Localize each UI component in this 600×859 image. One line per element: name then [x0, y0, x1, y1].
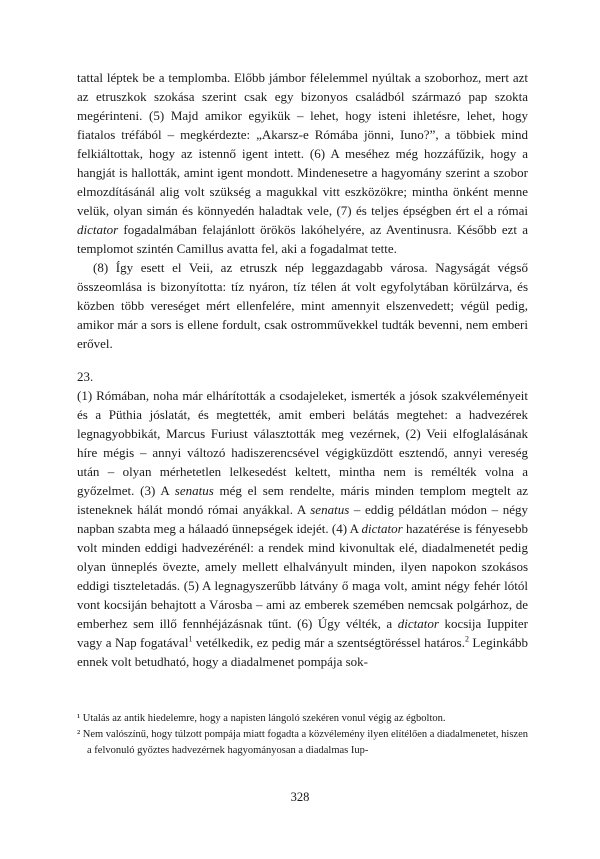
footnote-ref-1[interactable]: 1 — [188, 634, 193, 644]
footnotes — [77, 711, 528, 759]
page-number: 328 — [290, 790, 310, 804]
footnote-2: ² Nem valószínű, hogy túlzott pompája miatt fogadta a közvélemény ilyen elítélően a diadalmenetet, hiszen a felvonuló győztes hadvezérnek hagyományosan a diadalmas Iup- — [77, 729, 529, 756]
section-heading: 23. — [77, 369, 94, 384]
main-text — [77, 68, 528, 671]
footnote-1: ¹ Utalás az antik hiedelemre, hogy a napisten lángoló szekéren vonul végig az égbolton. — [77, 713, 446, 724]
paragraph-3: (1) Rómában, noha már elhárították a csodajeleket, ismerték a jósok szakvéleményeit és a Püthia jóslatát, és megtették, amit emberi belátás megtehet: a hadvezérek legnagyobbikát, Marcus Furiust választották meg vezérnek, (2) Veii elfoglalásának híre mégis – annyi változó hadiszerencsével végigküzdött esztendő, annyi vereség után – olyan mérhetetlen lelkesedést keltett, mintha nem is remélték volna a győzelmet. (3) A senatus még el sem rendelte, máris minden templom megtelt az isteneknek hálát mondó római anyákkal. A senatus – eddig példátlan módon – négy napban szabta meg a hálaadó ünnepségek idejét. (4) A dictator hazatérése is fényesebb volt minden eddigi hadvezérénél: a rendek mind kivonultak elé, diadalmenetét pedig olyan ünneplés övezte, amely mellett elhalványult minden, ilyen napokon szokásos eddigi tiszteletadás. (5) A legnagyszerűbb látvány ő maga volt, amint négy fehér lótól vont kocsiján behajtott a Városba – ami az emberek szemében nemcsak polgárhoz, de emberhez sem illő fennhéjázásnak tűnt. (6) Úgy vélték, a dictator kocsija Iuppiter vagy a Nap fogatával$^1$ vetélkedik, ez pedig már a szentségtöréssel határos.$^2$ Leginkább ennek volt betudható, hogy a diadalmenet pompája sok- — [77, 388, 529, 669]
footnote-ref-2[interactable]: 2 — [464, 634, 469, 644]
italic-term: dictator — [77, 222, 119, 237]
paragraph-1: tattal léptek be a templomba. Előbb jámbor félelemmel nyúltak a szoborhoz, mert azt az etruszkok szokása szerint csak egy bizonyos családból származó pap szokta megérinteni. (5) Majd amikor egyikük – lehet, hogy isteni ihletésre, lehet, hogy fiatalos tréfából – megkérdezte: „Akarsz-e Rómába jönni, Iuno?”, a többiek mind felkiáltottak, hogy az istennő igent intett. (6) A meséhez még hozzáfűzik, hogy a hangját is hallották, amint igent mondott. Mindenesetre a hagyomány szerint a szobor elmozdításánál alig volt szükség a magukkal vitt eszközökre; mintha önként menne velük, olyan simán és könnyedén haladtak vele, (7) és teljes épségben ért el a római dictator fogadalmában felajánlott örökös lakóhelyére, az Aventinusra. Később ezt a templomot szintén Camillus avatta fel, aki a fogadalmat tette. — [77, 70, 528, 256]
paragraph-2: (8) Így esett el Veii, az etruszk nép leggazdagabb városa. Nagyságát végső összeomlása is bizonyította: tíz nyáron, tíz télen át volt egyfolytában körülzárva, és közben több vereséget mért ellenfelére, mint amennyit elszenvedett; végül pedig, amikor már a sors is ellene fordult, csak ostromművekkel tudták bevenni, nem emberi erővel. — [77, 260, 528, 351]
italic-term: senatus — [310, 502, 350, 517]
italic-term: dictator — [361, 521, 403, 536]
italic-term: dictator — [397, 616, 439, 631]
italic-term: senatus — [174, 483, 214, 498]
